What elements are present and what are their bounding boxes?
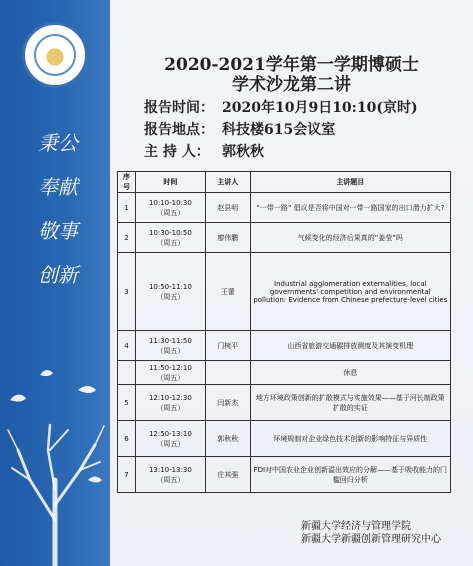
header-topic: 主讲题目 — [250, 172, 450, 193]
schedule-table — [117, 171, 451, 493]
header-number: 序号 — [118, 172, 136, 193]
table-row — [118, 361, 451, 385]
row-day: （周五） — [156, 238, 185, 247]
row-time-cell — [135, 361, 205, 385]
row-speaker: 闫新杰 — [205, 385, 250, 421]
row-speaker: 庄其强 — [205, 457, 250, 493]
report-host-value: 郭秋秋 — [222, 144, 264, 160]
row-time-cell — [135, 421, 205, 457]
report-place-label: 报告地点： — [144, 122, 214, 138]
row-topic: “一带一路” 倡议是否将中国对一带一路国家的出口潜力扩大? — [250, 193, 450, 223]
row-topic: Industrial agglomeration externalities, local governments' competition and environmental pollution: Evidence from Chinese prefecture-level cities — [250, 253, 450, 331]
motto-char-4: 创新 — [38, 263, 78, 287]
row-time: 10:10-10:30 — [148, 198, 192, 207]
organizer-line-1: 新疆大学经济与管理学院 — [301, 521, 411, 532]
row-topic: 休息 — [250, 361, 450, 385]
row-time-cell — [135, 223, 205, 253]
row-time: 10:30-10:50 — [148, 228, 192, 237]
table-row — [118, 331, 451, 361]
row-time: 10:50-11:10 — [148, 282, 192, 291]
event-title-line-1: 2020-2021学年第一学期博硕士 — [164, 55, 419, 75]
report-host — [144, 141, 264, 161]
header-speaker: 主讲人 — [205, 172, 250, 193]
table-row — [118, 223, 451, 253]
organizer-line-2: 新疆大学新疆创新管理研究中心 — [301, 534, 441, 545]
row-day: （周五） — [156, 208, 185, 217]
row-day: （周五） — [156, 403, 185, 412]
row-topic: FDI对中国农业企业创新溢出效应的分解——基于吸收能力的门槛回归分析 — [250, 457, 450, 493]
row-time: 12:10-12:30 — [148, 393, 192, 402]
row-topic: 山西省旅游交通碳排放测度及其演变机理 — [250, 331, 450, 361]
motto-char-2: 奉献 — [38, 175, 78, 199]
tree-bird-illustration — [0, 330, 110, 566]
row-speaker: 门树平 — [205, 331, 250, 361]
row-number: 2 — [118, 223, 136, 253]
row-day: （周五） — [156, 292, 185, 301]
row-time: 11:30-11:50 — [148, 336, 192, 345]
header-time: 时间 — [135, 172, 205, 193]
report-time-value: 2020年10月9日10:10(京时) — [222, 100, 418, 116]
row-time-cell — [135, 253, 205, 331]
main-content — [110, 0, 473, 566]
row-speaker: 廖伟鹏 — [205, 223, 250, 253]
schedule-header-row — [118, 172, 451, 193]
row-time-cell — [135, 193, 205, 223]
logo-emblem — [34, 34, 76, 76]
motto-char-3: 敬事 — [38, 219, 78, 243]
row-topic: 环境规制对企业绿色技术创新的影响特征与异质性 — [250, 421, 450, 457]
left-decorative-band — [0, 0, 110, 566]
report-time-label: 报告时间： — [144, 100, 214, 116]
table-row — [118, 385, 451, 421]
motto-char-1: 秉公 — [38, 131, 78, 155]
table-row — [118, 457, 451, 493]
row-speaker — [205, 361, 250, 385]
report-time — [144, 97, 418, 117]
row-number: 7 — [118, 457, 136, 493]
row-time-cell — [135, 385, 205, 421]
row-day: （周五） — [156, 439, 185, 448]
row-time: 13:10-13:30 — [148, 465, 192, 474]
row-topic: 地方环境政策创新的扩散模式与实施效果——基于河长制政策扩散的实证 — [250, 385, 450, 421]
row-day: （周五） — [156, 475, 185, 484]
table-row — [118, 421, 451, 457]
row-time-cell — [135, 457, 205, 493]
report-place — [144, 119, 335, 139]
row-number: 6 — [118, 421, 136, 457]
university-logo — [22, 22, 88, 88]
row-number: 4 — [118, 331, 136, 361]
row-number: 5 — [118, 385, 136, 421]
row-topic: 气候变化的经济后果真的“姜莹”吗 — [250, 223, 450, 253]
event-title-line-2: 学术沙龙第二讲 — [232, 75, 351, 95]
row-time-cell — [135, 331, 205, 361]
calligraphy-motto — [38, 128, 78, 304]
table-row — [118, 253, 451, 331]
row-day: （周五） — [156, 346, 185, 355]
row-speaker: 赵县明 — [205, 193, 250, 223]
report-host-label: 主 持 人： — [144, 144, 210, 160]
row-day: （周五） — [156, 373, 185, 382]
row-time: 11:50-12:10 — [148, 363, 192, 372]
row-number — [118, 361, 136, 385]
row-speaker: 王蕾 — [205, 253, 250, 331]
row-time: 12:50-13:10 — [148, 429, 192, 438]
row-number: 1 — [118, 193, 136, 223]
row-number: 3 — [118, 253, 136, 331]
organizer-footer — [301, 520, 441, 546]
table-row — [118, 193, 451, 223]
schedule-body — [118, 193, 451, 493]
report-place-value: 科技楼615会议室 — [222, 122, 336, 138]
row-speaker: 郭秋秋 — [205, 421, 250, 457]
